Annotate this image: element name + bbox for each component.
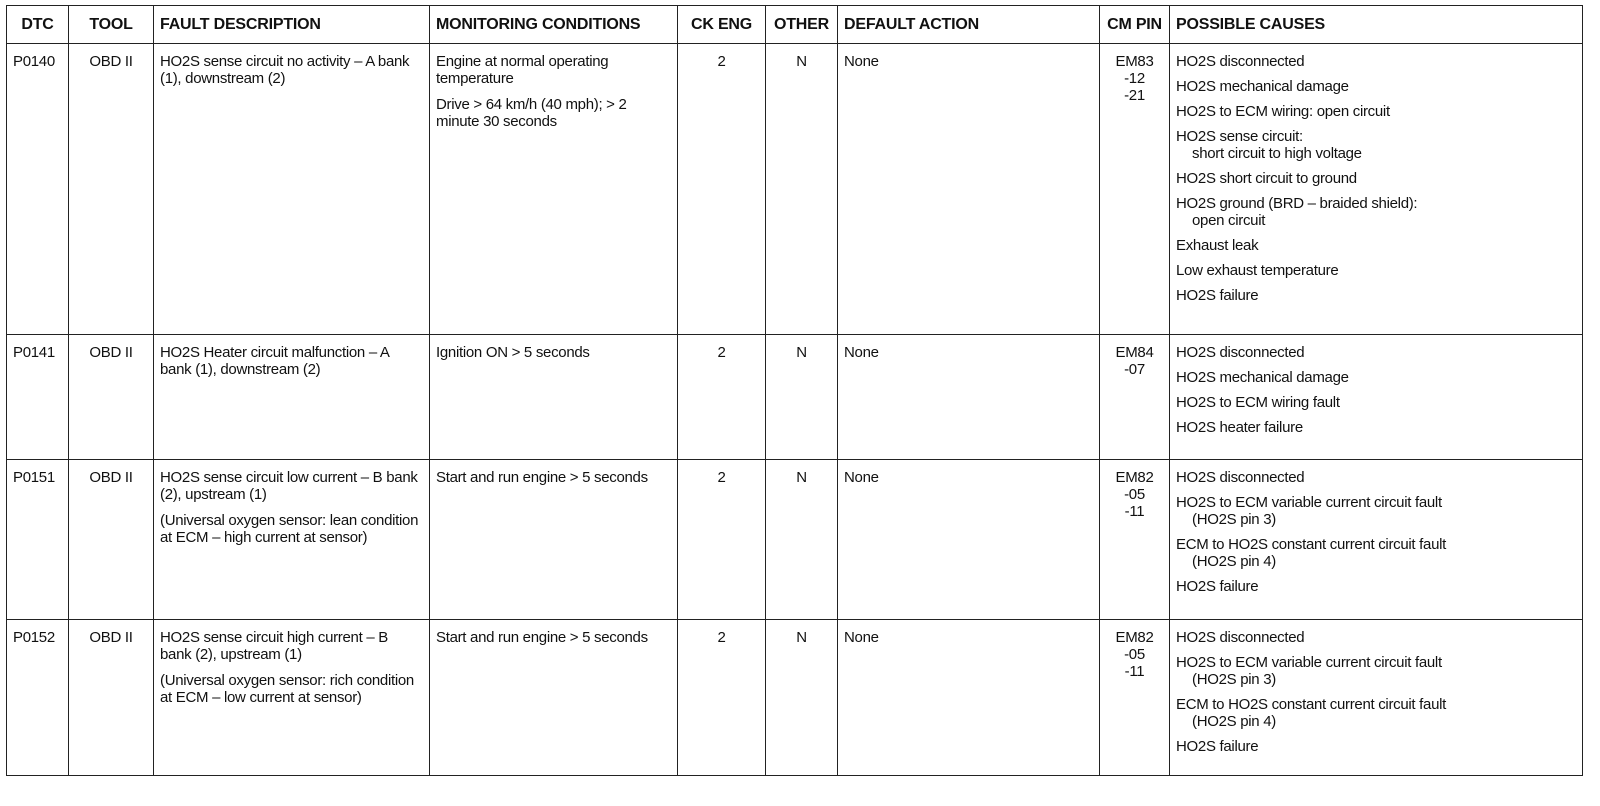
cause-subtext: (HO2S pin 4) [1192, 553, 1276, 570]
cause-item [1176, 287, 1576, 304]
possible-causes [1170, 460, 1583, 620]
cm-pin-line: -11 [1124, 503, 1145, 520]
cm-pin [1100, 44, 1170, 335]
ck-eng: 2 [678, 335, 766, 460]
cause-text: HO2S to ECM variable current circuit fault [1176, 494, 1442, 511]
cause-item [1176, 128, 1576, 162]
header-dtc: DTC [7, 6, 69, 44]
cm-pin [1100, 460, 1170, 620]
default-action: None [838, 44, 1100, 335]
cause-item [1176, 103, 1576, 120]
monitoring-text: Drive > 64 km/h (40 mph); > 2 minute 30 seconds [436, 96, 627, 130]
default-action: None [838, 460, 1100, 620]
cause-text: HO2S ground (BRD – braided shield): [1176, 195, 1418, 212]
cause-text: ECM to HO2S constant current circuit fault [1176, 536, 1447, 553]
fault-text: HO2S sense circuit high current – B bank (2), upstream (1) [160, 629, 388, 663]
cause-item [1176, 78, 1576, 95]
cause-item [1176, 369, 1576, 386]
possible-causes [1170, 620, 1583, 776]
cm-pin-line: -05 [1124, 486, 1145, 503]
ck-eng: 2 [678, 44, 766, 335]
cause-subtext: (HO2S pin 3) [1192, 671, 1276, 688]
cause-subtext: open circuit [1192, 212, 1266, 229]
cause-text: HO2S disconnected [1176, 629, 1305, 646]
other: N [766, 44, 838, 335]
cm-pin [1100, 335, 1170, 460]
cause-text: HO2S failure [1176, 738, 1259, 755]
header-row [7, 6, 1583, 44]
tool: OBD II [69, 460, 154, 620]
cause-item [1176, 578, 1576, 595]
table-row [7, 460, 1583, 620]
cm-pin-line: -12 [1124, 70, 1145, 87]
header-tool: TOOL [69, 6, 154, 44]
cause-item [1176, 696, 1576, 730]
cause-text: HO2S to ECM wiring: open circuit [1176, 103, 1390, 120]
ck-eng: 2 [678, 620, 766, 776]
possible-causes [1170, 335, 1583, 460]
header-default-action: DEFAULT ACTION [838, 6, 1100, 44]
default-action: None [838, 335, 1100, 460]
other: N [766, 335, 838, 460]
fault-description [154, 460, 430, 620]
cause-item [1176, 536, 1576, 570]
cause-text: ECM to HO2S constant current circuit fault [1176, 696, 1447, 713]
dtc-code: P0151 [7, 460, 69, 620]
fault-description [154, 44, 430, 335]
header-ck-eng: CK ENG [678, 6, 766, 44]
cm-pin-line: EM82 [1115, 629, 1154, 646]
cause-text: HO2S disconnected [1176, 53, 1305, 70]
cause-item [1176, 419, 1576, 436]
cause-text: HO2S mechanical damage [1176, 78, 1349, 95]
table-row [7, 44, 1583, 335]
cause-text: HO2S disconnected [1176, 344, 1305, 361]
cause-item [1176, 170, 1576, 187]
tool: OBD II [69, 44, 154, 335]
cause-text: HO2S heater failure [1176, 419, 1303, 436]
cause-text: HO2S sense circuit: [1176, 128, 1303, 145]
monitoring-conditions [430, 335, 678, 460]
cause-item [1176, 394, 1576, 411]
header-fault-description: FAULT DESCRIPTION [154, 6, 430, 44]
cause-text: HO2S failure [1176, 287, 1259, 304]
dtc-table [6, 5, 1583, 776]
tool: OBD II [69, 335, 154, 460]
fault-text: HO2S Heater circuit malfunction – A bank (1), downstream (2) [160, 344, 389, 378]
cause-item [1176, 53, 1576, 70]
other: N [766, 460, 838, 620]
table-row [7, 335, 1583, 460]
cause-item [1176, 494, 1576, 528]
header-other: OTHER [766, 6, 838, 44]
monitoring-text: Start and run engine > 5 seconds [436, 469, 648, 486]
cause-item [1176, 237, 1576, 254]
fault-description [154, 620, 430, 776]
cm-pin-line: EM83 [1115, 53, 1154, 70]
cause-text: Exhaust leak [1176, 237, 1259, 254]
cm-pin-line: EM82 [1115, 469, 1154, 486]
dtc-code: P0140 [7, 44, 69, 335]
header-cm-pin: CM PIN [1100, 6, 1170, 44]
monitoring-text: Engine at normal operating temperature [436, 53, 609, 87]
cm-pin-line: EM84 [1115, 344, 1154, 361]
fault-note: (Universal oxygen sensor: rich condition at ECM – low current at sensor) [160, 672, 414, 706]
monitoring-conditions [430, 44, 678, 335]
tool: OBD II [69, 620, 154, 776]
header-possible-causes: POSSIBLE CAUSES [1170, 6, 1583, 44]
cause-item [1176, 262, 1576, 279]
header-monitoring-conditions: MONITORING CONDITIONS [430, 6, 678, 44]
cause-item [1176, 195, 1576, 229]
cause-text: HO2S to ECM wiring fault [1176, 394, 1340, 411]
monitoring-conditions [430, 620, 678, 776]
possible-causes [1170, 44, 1583, 335]
cm-pin [1100, 620, 1170, 776]
default-action: None [838, 620, 1100, 776]
cm-pin-line: -21 [1124, 87, 1145, 104]
cause-item [1176, 469, 1576, 486]
fault-description [154, 335, 430, 460]
ck-eng: 2 [678, 460, 766, 620]
cause-text: HO2S disconnected [1176, 469, 1305, 486]
monitoring-text: Ignition ON > 5 seconds [436, 344, 590, 361]
other: N [766, 620, 838, 776]
cause-text: Low exhaust temperature [1176, 262, 1339, 279]
cause-text: HO2S failure [1176, 578, 1259, 595]
dtc-code: P0152 [7, 620, 69, 776]
monitoring-text: Start and run engine > 5 seconds [436, 629, 648, 646]
cause-text: HO2S short circuit to ground [1176, 170, 1357, 187]
cause-item [1176, 654, 1576, 688]
cm-pin-line: -05 [1124, 646, 1145, 663]
fault-text: HO2S sense circuit no activity – A bank (1), downstream (2) [160, 53, 410, 87]
cause-text: HO2S to ECM variable current circuit fault [1176, 654, 1442, 671]
cm-pin-line: -07 [1124, 361, 1145, 378]
cause-item [1176, 629, 1576, 646]
cause-text: HO2S mechanical damage [1176, 369, 1349, 386]
dtc-code: P0141 [7, 335, 69, 460]
cause-item [1176, 738, 1576, 755]
cm-pin-line: -11 [1124, 663, 1145, 680]
table-row [7, 620, 1583, 776]
cause-subtext: (HO2S pin 3) [1192, 511, 1276, 528]
fault-note: (Universal oxygen sensor: lean condition at ECM – high current at sensor) [160, 512, 419, 546]
fault-text: HO2S sense circuit low current – B bank (2), upstream (1) [160, 469, 418, 503]
cause-subtext: (HO2S pin 4) [1192, 713, 1276, 730]
cause-item [1176, 344, 1576, 361]
cause-subtext: short circuit to high voltage [1192, 145, 1362, 162]
monitoring-conditions [430, 460, 678, 620]
